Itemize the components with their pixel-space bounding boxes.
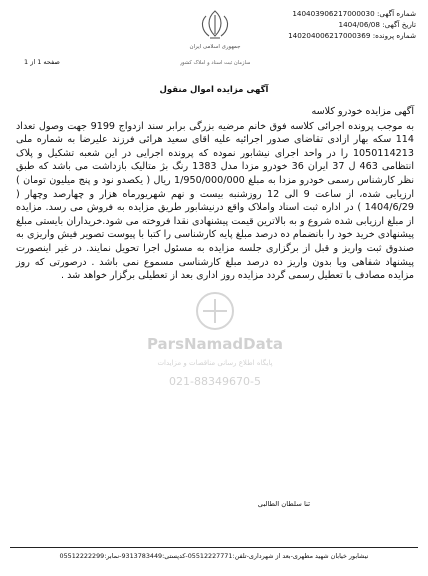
iran-emblem-logo bbox=[180, 6, 250, 68]
file-number: 140204006217000369 bbox=[288, 31, 371, 40]
announcement-date: 1404/06/08 bbox=[338, 20, 380, 29]
header-meta bbox=[236, 8, 416, 41]
announcement-number-row bbox=[236, 8, 416, 19]
watermark-logo bbox=[100, 285, 330, 395]
page-title: آگهی مزایده اموال منقول bbox=[159, 85, 269, 95]
file-number-label: شماره پرونده: bbox=[372, 31, 416, 40]
watermark-phone: 021-88349670-5 bbox=[169, 375, 261, 388]
emblem-caption: سازمان ثبت اسناد و املاک کشور bbox=[180, 60, 250, 66]
announcement-date-row bbox=[236, 19, 416, 30]
signer-name: ثنا سلطان الطالبی bbox=[257, 500, 310, 508]
announcement-number-label: شماره آگهی: bbox=[376, 9, 416, 18]
footer-divider bbox=[10, 547, 418, 548]
svg-text:جمهوری اسلامی ایران: جمهوری اسلامی ایران bbox=[189, 44, 241, 50]
announcement-subtitle: آگهی مزایده خودرو کلاسه bbox=[311, 106, 414, 117]
announcement-body bbox=[16, 105, 414, 283]
watermark-brand: ParsNamadData bbox=[146, 335, 284, 353]
footer-address: نیشابور خیابان شهید مطهری-بعد از شهرداری-تلفن:05512227771-کدپستی:9313783449-نمابر:05512222299 bbox=[59, 552, 369, 560]
file-number-row bbox=[236, 30, 416, 41]
watermark-line: پایگاه اطلاع رسانی مناقصات و مزایدات bbox=[157, 359, 273, 367]
announcement-date-label: تاریخ آگهی: bbox=[382, 20, 416, 29]
announcement-number: 140403906217000030 bbox=[292, 9, 375, 18]
page-count: صفحه 1 از 1 bbox=[24, 58, 60, 66]
announcement-text: به موجب پرونده اجرائی کلاسه فوق خانم مرضیه بزرگی برابر سند ازدواج 9199 جهت وصول تعداد 114 سکه بهار ازادی تقاضای صدور اجرائیه علیه اقای سعید هرائی فرزند علیرضا به شماره ملی 1050114213 را در واحد اجرای نیشابور نموده که پرونده اجرایی در این شعبه تشکیل و پلاک انتظامی 463 ل 37 ایران 36 خودرو مزدا مدل 1383 رنگ بژ متالیک بازداشت می باشد که طبق نظر کارشناس رسمی خودرو مزدا به مبلغ 1/950/000/000 ریال ( یکصدو نود و پنج میلیون تومان ) ارزیابی شده، از ساعت 9 الی 12 روزشنبه بیست و نهم شهریورماه هزار و چهارصد وچهار ( 1404/6/29 ) در اداره ثبت اسناد واملاک واقع درنیشابور طریق مزایده به فروش می رسد. مزایده از مبلغ ارزیابی شده شروع و به بالاترین قیمت پیشنهادی نقدا فروخته می شود.خریداران بایستی مبلغ پیشنهادی خرید خود را بانضمام ده درصد مبلغ پایه کارشناسی را کتبا با پیوست تصویر فیش واریزی به صندوق ثبت واریز و قبل از برگزاری جلسه مزایده به مسئول اجرا تحویل نمایند. در غیر اینصورت پیشنهاد شفاهی ویا بدون واریز ده درصد مبلغ کارشناسی مسموع نمی باشد . درصورتی که روز مزایده مصادف با تعطیل رسمی گردد مزایده روز اداری بعد از تعطیلی برگزار خواهد شد . bbox=[16, 120, 415, 282]
